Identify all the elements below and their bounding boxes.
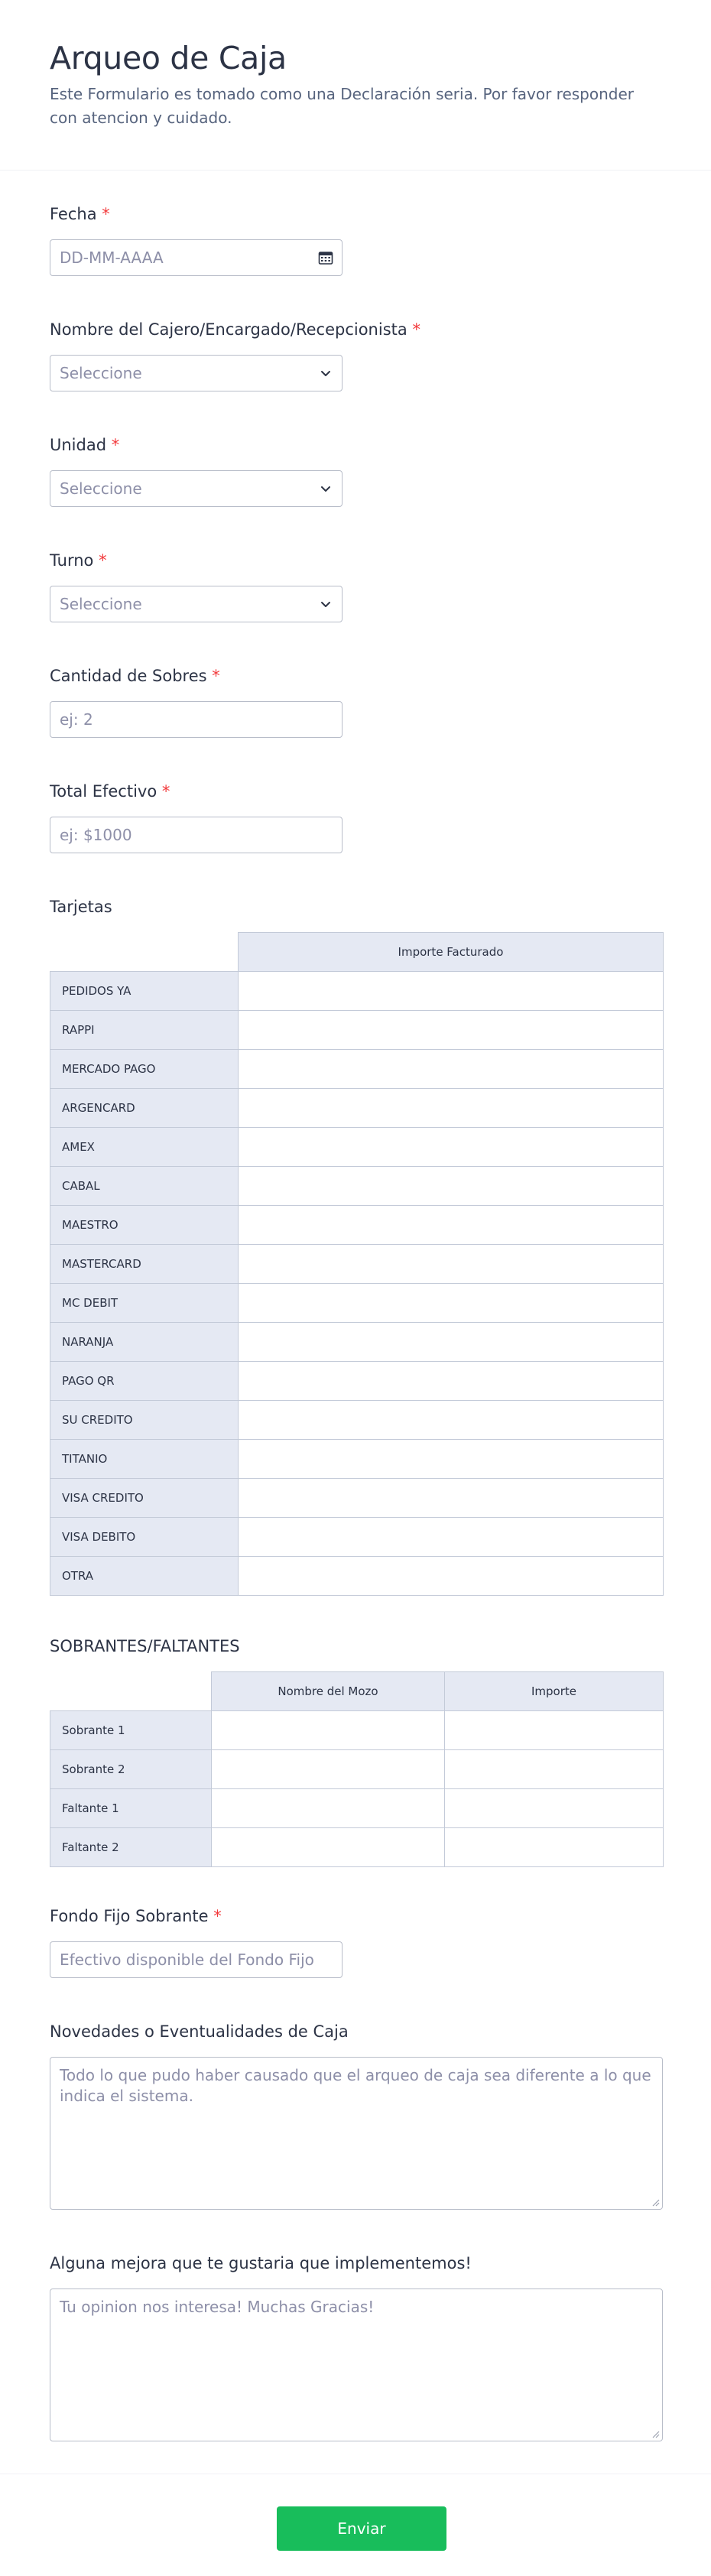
row-header-rappi: RAPPI [50, 1011, 239, 1050]
table-row [50, 1167, 664, 1206]
required-mark: * [412, 320, 420, 339]
efectivo-label: Total Efectivo * [50, 782, 170, 801]
resize-handle-icon[interactable] [651, 2429, 660, 2438]
turno-select-value: Seleccione [60, 595, 142, 613]
cell-faltante-1-importe[interactable] [445, 1789, 664, 1828]
chevron-down-icon [319, 597, 333, 611]
cell-visa-debito-importe-facturado[interactable] [239, 1518, 664, 1557]
fecha-label: Fecha * [50, 205, 110, 223]
chevron-down-icon [319, 366, 333, 380]
cell-sobrante-1-nombre-del-mozo[interactable] [212, 1711, 445, 1750]
required-mark: * [212, 667, 220, 685]
novedades-textarea[interactable] [50, 2057, 663, 2210]
novedades-label: Novedades o Eventualidades de Caja [50, 2022, 349, 2041]
cell-faltante-2-nombre-del-mozo[interactable] [212, 1828, 445, 1867]
unidad-label: Unidad * [50, 436, 120, 454]
sobrantes-label: SOBRANTES/FALTANTES [50, 1637, 240, 1655]
fondo-input[interactable] [50, 1941, 343, 1978]
tarjetas-label: Tarjetas [50, 898, 112, 916]
row-header-sobrante-2: Sobrante 2 [50, 1750, 212, 1789]
row-header-pago-qr: PAGO QR [50, 1362, 239, 1401]
cell-otra-importe-facturado[interactable] [239, 1557, 664, 1596]
cell-visa-credito-importe-facturado[interactable] [239, 1479, 664, 1518]
submit-button[interactable]: Enviar [277, 2506, 446, 2551]
row-header-maestro: MAESTRO [50, 1206, 239, 1245]
page-subtitle: Este Formulario es tomado como una Declaración seria. Por favor responder con atencion y cuidado. [50, 85, 635, 127]
required-mark: * [161, 782, 170, 801]
column-header-importe-facturado: Importe Facturado [239, 933, 664, 972]
row-header-mc-debit: MC DEBIT [50, 1284, 239, 1323]
cajero-label: Nombre del Cajero/Encargado/Recepcionista * [50, 320, 420, 339]
turno-select[interactable] [50, 586, 343, 622]
table-row [50, 1401, 664, 1440]
sobres-input[interactable] [50, 701, 343, 738]
row-header-faltante-1: Faltante 1 [50, 1789, 212, 1828]
cell-su-credito-importe-facturado[interactable] [239, 1401, 664, 1440]
cell-sobrante-2-nombre-del-mozo[interactable] [212, 1750, 445, 1789]
tarjetas-table [50, 932, 664, 1596]
table-row [50, 1557, 664, 1596]
cell-pago-qr-importe-facturado[interactable] [239, 1362, 664, 1401]
table-row [50, 1479, 664, 1518]
row-header-visa-debito: VISA DEBITO [50, 1518, 239, 1557]
required-mark: * [111, 436, 120, 454]
cell-faltante-2-importe[interactable] [445, 1828, 664, 1867]
cell-titanio-importe-facturado[interactable] [239, 1440, 664, 1479]
mejora-label: Alguna mejora que te gustaria que implementemos! [50, 2254, 472, 2272]
cell-rappi-importe-facturado[interactable] [239, 1011, 664, 1050]
cell-cabal-importe-facturado[interactable] [239, 1167, 664, 1206]
sobres-label: Cantidad de Sobres * [50, 667, 220, 685]
form-header [0, 0, 711, 171]
table-row [50, 1789, 664, 1828]
page-title: Arqueo de Caja [50, 40, 287, 76]
table-row [50, 1089, 664, 1128]
required-mark: * [99, 551, 107, 570]
unidad-select[interactable] [50, 470, 343, 507]
table-corner [50, 933, 239, 972]
table-row [50, 1206, 664, 1245]
table-corner [50, 1672, 212, 1711]
row-header-visa-credito: VISA CREDITO [50, 1479, 239, 1518]
column-header-nombre-mozo: Nombre del Mozo [212, 1672, 445, 1711]
cell-maestro-importe-facturado[interactable] [239, 1206, 664, 1245]
required-mark: * [102, 205, 110, 223]
efectivo-input[interactable] [50, 817, 343, 853]
cajero-select-value: Seleccione [60, 364, 142, 382]
chevron-down-icon [319, 482, 333, 495]
row-header-cabal: CABAL [50, 1167, 239, 1206]
cajero-select[interactable] [50, 355, 343, 391]
table-row [50, 972, 664, 1011]
cell-sobrante-1-importe[interactable] [445, 1711, 664, 1750]
table-row [50, 1518, 664, 1557]
cell-amex-importe-facturado[interactable] [239, 1128, 664, 1167]
sobrantes-table [50, 1671, 664, 1867]
mejora-textarea[interactable] [50, 2289, 663, 2441]
table-row [50, 1323, 664, 1362]
required-mark: * [213, 1907, 222, 1925]
calendar-icon[interactable] [318, 250, 333, 265]
fecha-input[interactable] [50, 239, 343, 276]
row-header-naranja: NARANJA [50, 1323, 239, 1362]
row-header-pedidos-ya: PEDIDOS YA [50, 972, 239, 1011]
row-header-argencard: ARGENCARD [50, 1089, 239, 1128]
turno-label: Turno * [50, 551, 107, 570]
cell-pedidos-ya-importe-facturado[interactable] [239, 972, 664, 1011]
cell-mc-debit-importe-facturado[interactable] [239, 1284, 664, 1323]
table-row [50, 1711, 664, 1750]
table-row [50, 1284, 664, 1323]
cell-mercado-pago-importe-facturado[interactable] [239, 1050, 664, 1089]
table-row [50, 1128, 664, 1167]
row-header-mastercard: MASTERCARD [50, 1245, 239, 1284]
cell-sobrante-2-importe[interactable] [445, 1750, 664, 1789]
table-row [50, 1050, 664, 1089]
resize-handle-icon[interactable] [651, 2198, 660, 2207]
row-header-su-credito: SU CREDITO [50, 1401, 239, 1440]
column-header-importe: Importe [445, 1672, 664, 1711]
row-header-titanio: TITANIO [50, 1440, 239, 1479]
table-row [50, 1011, 664, 1050]
row-header-otra: OTRA [50, 1557, 239, 1596]
fondo-label: Fondo Fijo Sobrante * [50, 1907, 222, 1925]
unidad-select-value: Seleccione [60, 479, 142, 498]
row-header-sobrante-1: Sobrante 1 [50, 1711, 212, 1750]
cell-naranja-importe-facturado[interactable] [239, 1323, 664, 1362]
row-header-faltante-2: Faltante 2 [50, 1828, 212, 1867]
table-row [50, 1362, 664, 1401]
table-row [50, 1245, 664, 1284]
table-row [50, 1750, 664, 1789]
cell-mastercard-importe-facturado[interactable] [239, 1245, 664, 1284]
row-header-mercado-pago: MERCADO PAGO [50, 1050, 239, 1089]
fecha-field-wrap [50, 239, 343, 276]
row-header-amex: AMEX [50, 1128, 239, 1167]
cell-argencard-importe-facturado[interactable] [239, 1089, 664, 1128]
cell-faltante-1-nombre-del-mozo[interactable] [212, 1789, 445, 1828]
table-row [50, 1440, 664, 1479]
table-row [50, 1828, 664, 1867]
